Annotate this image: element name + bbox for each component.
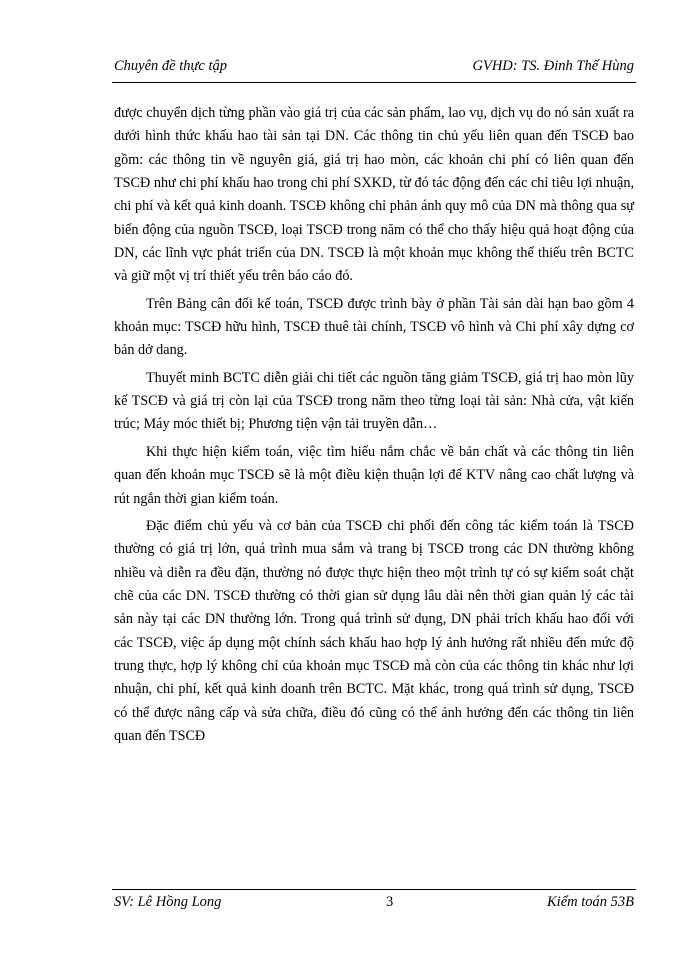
- header-report-title: Chuyên đề thực tập: [114, 58, 228, 74]
- paragraph: Trên Bảng cân đối kế toán, TSCĐ được trình bày ở phần Tài sản dài hạn bao gồm 4 khoản mục: TSCĐ hữu hình, TSCĐ thuê tài chính, TSCĐ vô hình và Chi phí xây dựng cơ bản dở dang.: [114, 295, 634, 359]
- page-number: 3: [386, 894, 394, 910]
- paragraph: Khi thực hiện kiểm toán, việc tìm hiểu nắm chắc về bản chất và các thông tin liên quan đến khoản mục TSCĐ sẽ là một điều kiện thuận lợi để KTV nâng cao chất lượng và rút ngắn thời gian kiểm toán.: [114, 443, 634, 507]
- paragraph: Đặc điểm chủ yếu và cơ bản của TSCĐ chi phối đến công tác kiểm toán là TSCĐ thường có giá trị lớn, quá trình mua sắm và trang bị TSCĐ trong các DN thường không nhiều và diễn ra đều đặn, thường nó được thực hiện theo một trình tự có sự kiểm soát chặt chẽ của các DN. TSCĐ thường có thời gian sử dụng lâu dài nên thời gian quản lý các tài sản này tại các DN thường lớn. Trong quá trình sử dụng, DN phải trích khấu hao đối với các TSCĐ, việc áp dụng một chính sách khấu hao hợp lý ảnh hưởng rất nhiều đến mức độ trung thực, hợp lý không chỉ của khoản mục TSCĐ mà còn của các thông tin khác như lợi nhuận, chi phí, kết quả kinh doanh trên BCTC. Mặt khác, trong quá trình sử dụng, TSCĐ có thể được nâng cấp và sửa chữa, điều đó cũng có thể ảnh hưởng đến các thông tin liên quan đến TSCĐ: [114, 517, 634, 744]
- page-header: [114, 58, 634, 82]
- paragraph-continuation: được chuyển dịch từng phần vào giá trị của các sản phẩm, lao vụ, dịch vụ do nó sản xuất ra dưới hình thức khấu hao tài sản tại DN. Các thông tin chủ yếu liên quan đến TSCĐ bao gồm: các thông tin về nguyên giá, giá trị hao mòn, các khoản chi phí có liên quan đến TSCĐ như chi phí khấu hao trong chi phí SXKD, từ đó tác động đến các chỉ tiêu lợi nhuận, chi phí và kết quả kinh doanh. TSCĐ không chỉ phản ánh quy mô của DN mà thông qua sự biến động của nguồn TSCĐ, loại TSCĐ trong năm có thể cho thấy hiệu quả hoạt động của DN, các lĩnh vực phát triển của DN. TSCĐ là một khoản mục không thể thiếu trên BCTC và giữ một vị trí thiết yếu trên báo cáo đó.: [114, 105, 634, 285]
- footer-divider: [112, 889, 636, 890]
- paragraph: Thuyết minh BCTC diễn giải chi tiết các nguồn tăng giảm TSCĐ, giá trị hao mòn lũy kế TSCĐ và giá trị còn lại của TSCĐ trong năm theo từng loại tài sản: Nhà cửa, vật kiến trúc; Máy móc thiết bị; Phương tiện vận tải truyền dẫn…: [114, 369, 634, 433]
- header-divider: [112, 82, 636, 83]
- footer-class: Kiểm toán 53B: [547, 894, 634, 910]
- page-footer: [114, 894, 634, 916]
- footer-student-name: SV: Lê Hồng Long: [114, 894, 222, 910]
- header-supervisor: GVHD: TS. Đinh Thế Hùng: [472, 58, 634, 74]
- body-text: [114, 102, 634, 752]
